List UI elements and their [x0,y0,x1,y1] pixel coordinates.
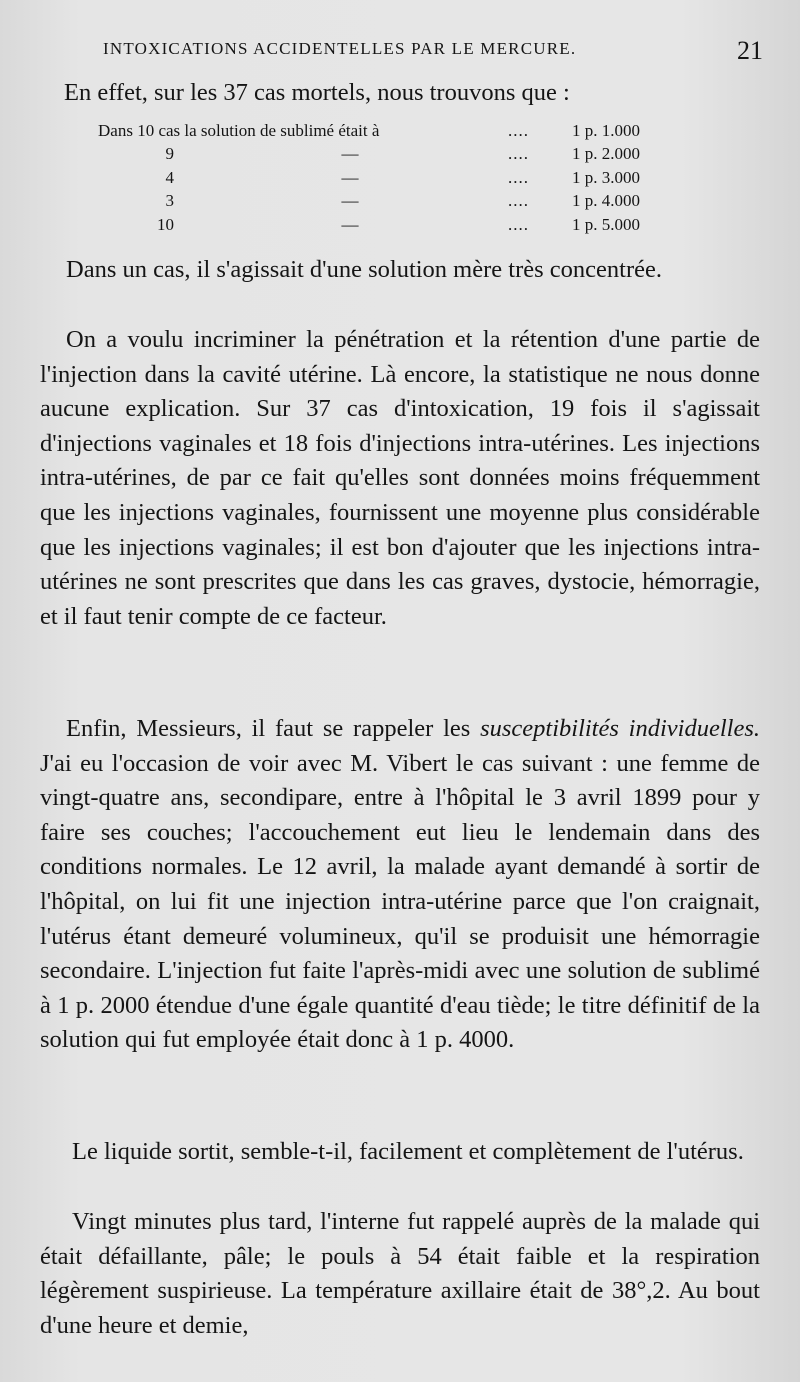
table-count: 4 [165,167,174,187]
table-dash: — [341,144,359,164]
table-dash: — [341,191,359,211]
table-dash: — [341,167,359,187]
table-row [98,191,678,214]
italic-phrase: susceptibilités individuelles. [480,715,760,742]
table-ratio: 1 p. 1.000 [572,121,640,140]
table-row [98,215,678,238]
table-dots: .... [508,121,529,140]
paragraph-susceptibilites [40,712,760,1058]
table-row-lead [98,121,379,141]
paragraph-text: Enfin, Messieurs, il faut se rappeler les [66,715,481,742]
table-ratio: 1 p. 3.000 [572,167,640,187]
table-count: 10 [137,121,155,140]
table-ratio: 1 p. 5.000 [572,214,640,234]
table-ratio: 1 p. 4.000 [572,191,640,211]
table-row [98,144,678,167]
paragraph-injections: On a voulu incriminer la pénétration et la rétention d'une partie de l'injection dans la cavité utérine. Là encore, la statistique ne nous donne aucune explication. Sur 37 cas d'intoxication, 19 fois il s'agissait d'injections vaginales et 18 fois d'injections intra-utérines. Les injections intra-utérines, de par ce fait qu'elles sont données moins fréquemment que les injections vaginales, fournissent une moyenne plus considérable que les injections vaginales; il est bon d'ajouter que les injections intra-utérines ne sont prescrites que dans les cas graves, dystocie, hémorragie, et il faut tenir compte de ce facteur. [40,326,760,630]
table-row [98,121,678,144]
table-count: 9 [165,144,174,164]
mortality-table [98,121,678,238]
table-dash: — [341,214,359,234]
running-title: INTOXICATIONS ACCIDENTELLES PAR LE MERCURE. [103,39,577,58]
table-row [98,168,678,191]
table-dots: .... [508,144,529,164]
table-count: 10 [157,214,174,234]
table-dots: .... [508,214,529,234]
table-column-label: cas la solution de sublimé était à [158,121,380,140]
table-dots: .... [508,191,529,211]
intro-line: En effet, sur les 37 cas mortels, nous trouvons que : [64,79,570,106]
table-lead-word: Dans [98,121,133,140]
table-dots: .... [508,167,529,187]
page-header [103,36,763,66]
table-count: 3 [165,191,174,211]
paragraph-solution-mere: Dans un cas, il s'agissait d'une solution mère très concentrée. [66,256,662,283]
paragraph-text: J'ai eu l'occasion de voir avec M. Vibert le cas suivant : une femme de vingt-quatre ans, secondipare, entre à l'hôpital le 3 avril 1899 pour y faire ses couches; l'accouchement eut lieu le lendemain dans des conditions normales. Le 12 avril, la malade ayant demandé à sortir de l'hôpital, on lui fit une injection intra-utérine parce que l'on craignait, l'utérus étant demeuré volumineux, qu'il se produisit une hémorragie secondaire. L'injection fut faite l'après-midi avec une solution de sublimé à 1 p. 2000 étendue d'une égale quantité d'eau tiède; le titre définitif de la solution qui fut employée était donc à 1 p. 4000. [40,749,760,1054]
page-number: 21 [737,36,763,65]
paragraph-vingt-minutes: Vingt minutes plus tard, l'interne fut rappelé auprès de la malade qui était défaillante, pâle; le pouls à 54 était faible et la respiration légèrement suspirieuse. La température axillaire était de 38°,2. Au bout d'une heure et demie, [40,1208,760,1339]
paragraph-liquide: Le liquide sortit, semble-t-il, facilement et complètement de l'utérus. [72,1138,744,1165]
table-ratio: 1 p. 2.000 [572,144,640,164]
